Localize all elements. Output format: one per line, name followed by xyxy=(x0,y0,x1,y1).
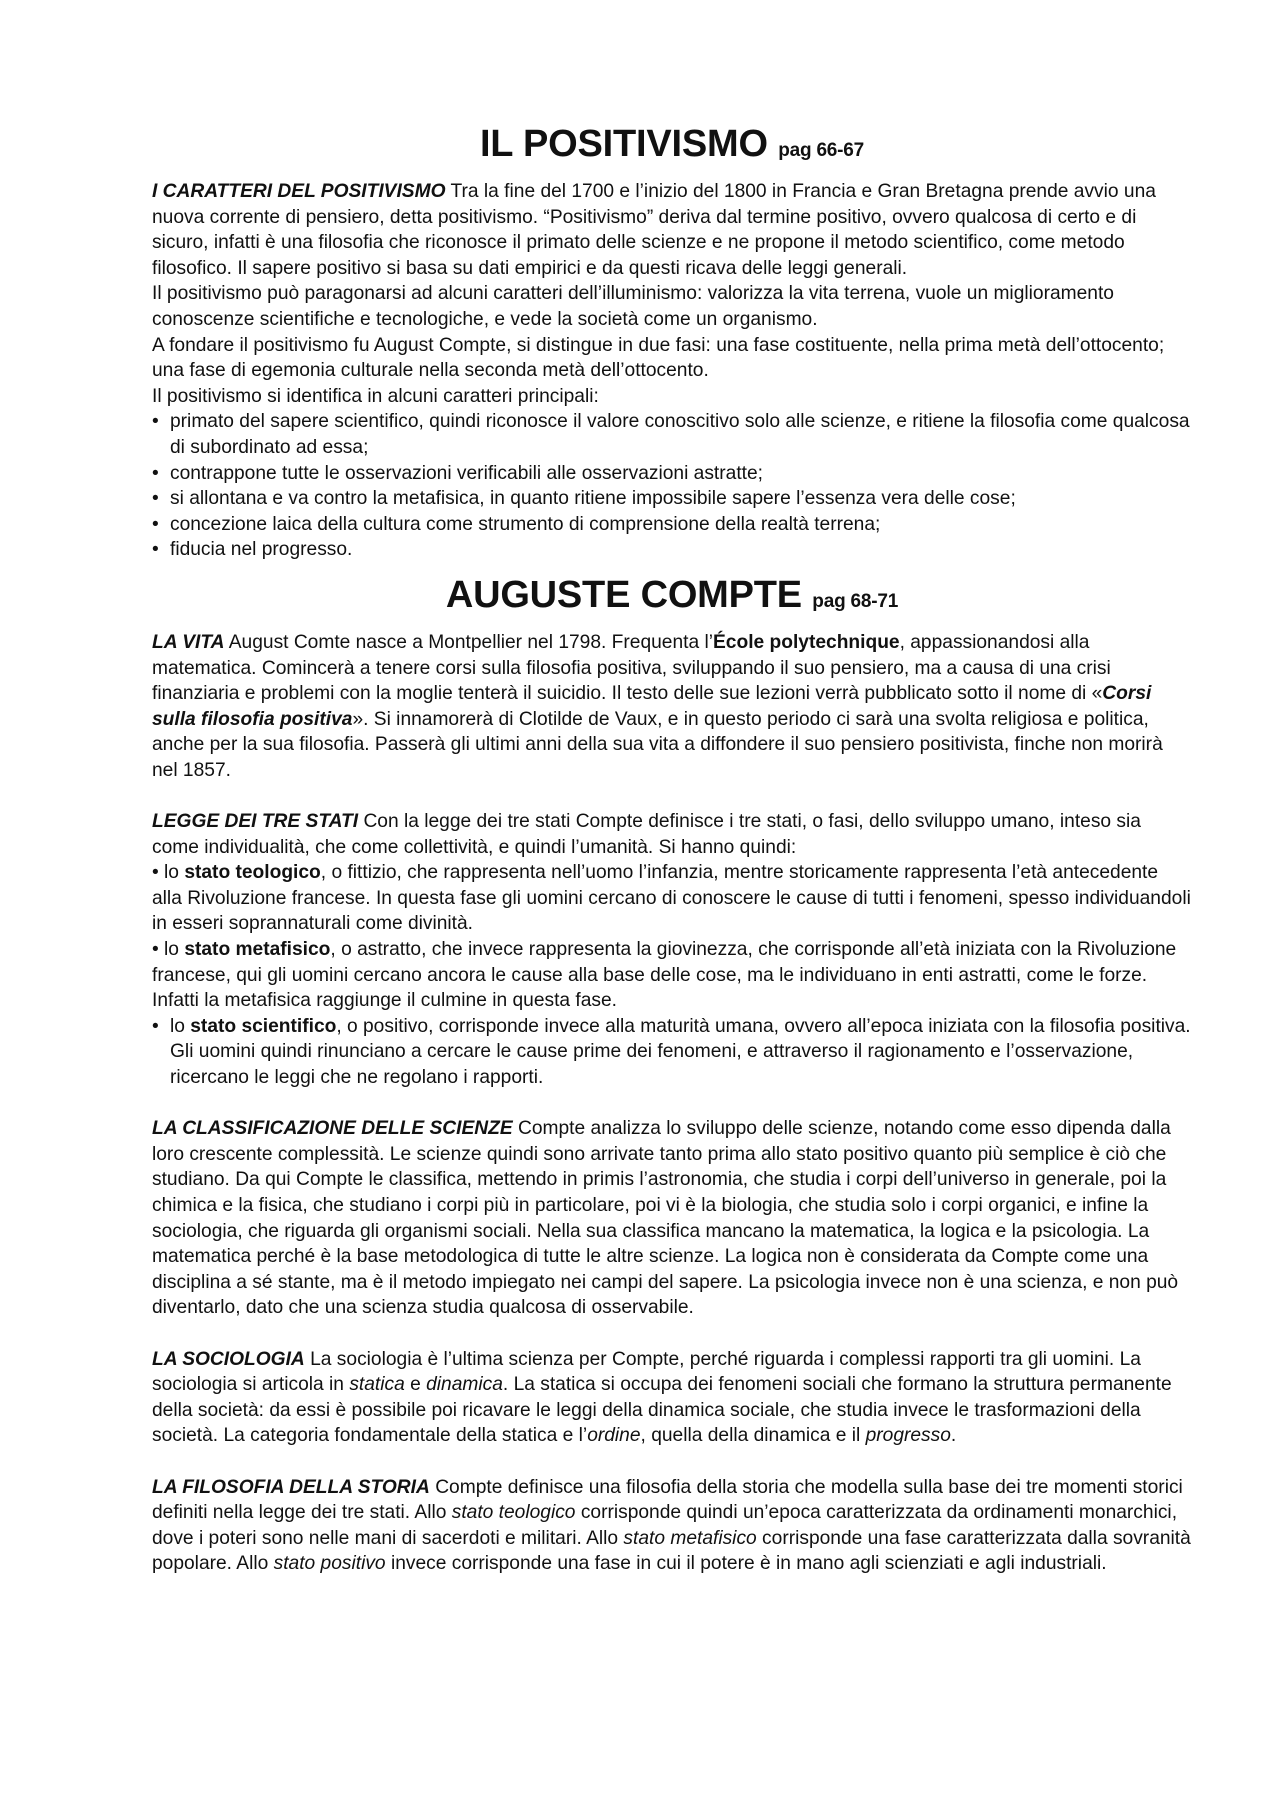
term: stato teologico xyxy=(184,862,321,884)
paragraph-text: La sociologia è l’ultima scienza per Compte, perché riguarda i complessi rapporti tra gli uomini. La sociologia si articola in xyxy=(152,1348,1141,1396)
paragraph-text: Tra la fine del 1700 e l’inizio del 1800 in Francia e Gran Bretagna prende avvio una nuova corrente di pensiero, detta positivismo. “Positivismo” deriva dal termine positivo, ovvero qualcosa di certo e di sicuro, infatti è una filosofia che riconosce il primato delle scienze e ne propone il metodo scientifico, come metodo filosofico. Il sapere positivo si basa su dati empirici e da questi ricava delle leggi generali. xyxy=(152,181,1156,279)
book-title: Corsi sulla filosofia positiva xyxy=(152,683,1152,730)
section-label: I CARATTERI DEL POSITIVISMO xyxy=(152,181,446,202)
section-label: LA CLASSIFICAZIONE DELLE SCIENZE xyxy=(152,1118,513,1140)
paragraph-gap xyxy=(152,1091,1192,1117)
term-italic: ordine xyxy=(587,1425,641,1447)
term-italic: progresso xyxy=(865,1425,951,1447)
paragraph-text: . La statica si occupa dei fenomeni sociali che formano la struttura permanente della società: da essi è possibile poi ricavare le leggi della dinamica sociale, che studia invece le trasformazioni della società. La categoria fondamentale della statica e l’ xyxy=(152,1374,1172,1447)
paragraph-text: corrisponde quindi un’epoca caratterizzata da ordinamenti monarchici, dove i poteri sono nelle mani di sacerdoti e militari. Allo xyxy=(152,1502,1178,1549)
section-label: LA VITA xyxy=(152,631,225,653)
heading-compte xyxy=(152,573,1192,624)
paragraph-fondatore: A fondare il positivismo fu August Compte, si distingue in due fasi: una fase costituente, nella prima metà dell’ottocento; una fase di egemonia culturale nella seconda metà dell’ottocento. xyxy=(152,334,1165,382)
paragraph-text: . xyxy=(950,1425,957,1447)
paragraph-text: August Comte nasce a Montpellier nel 1798. Frequenta l’ xyxy=(224,631,713,653)
heading-pages: pag 66-67 xyxy=(778,140,865,161)
paragraph-text: Con la legge dei tre stati Compte definisce i tre stati, o fasi, dello sviluppo umano, inteso sia come individualità, che come collettività, e quindi l’umanità. Si hanno quindi: xyxy=(152,811,1141,858)
term-italic: statica xyxy=(349,1374,405,1396)
list-item xyxy=(152,1014,1192,1091)
item-prefix: lo xyxy=(170,1015,191,1037)
paragraph-text: , o positivo, corrisponde invece alla maturità umana, ovvero all’epoca iniziata con la filosofia positiva. Gli uomini quindi rinunciano a cercare le cause prime dei fenomeni, e attraverso il ragionamento e l’osservazione, ricercano le leggi che ne regolano i rapporti. xyxy=(170,1015,1191,1088)
paragraph-text: , quella della dinamica e il xyxy=(640,1425,866,1447)
paragraph-legge xyxy=(152,809,1192,860)
term-italic: stato positivo xyxy=(273,1553,386,1575)
paragraph-stato-teologico xyxy=(152,860,1192,937)
school-name: École polytechnique xyxy=(713,631,900,653)
bullet-list-stato-scientifico xyxy=(152,1014,1192,1091)
section-label: LEGGE DEI TRE STATI xyxy=(152,811,359,833)
bullet-prefix: • lo xyxy=(152,862,185,884)
heading-title: AUGUSTE COMPTE xyxy=(445,573,802,616)
heading-pages: pag 68-71 xyxy=(812,590,899,612)
list-item: • fiducia nel progresso. xyxy=(152,537,1192,563)
paragraph-text: corrisponde una fase caratterizzata dalla sovranità popolare. Allo xyxy=(152,1527,1191,1575)
paragraph-filosofia-storia xyxy=(152,1475,1192,1577)
paragraph-text: Compte definisce una filosofia della storia che modella sulla base dei tre momenti storici definiti nella legge dei tre stati. Allo xyxy=(152,1476,1183,1524)
paragraph-text: ». Si innamorerà di Clotilde de Vaux, e in questo periodo ci sarà una svolta religiosa e politica, anche per la sua filosofia. Passerà gli ultimi anni della sua vita a diffondere il suo pensiero positivista, finche non morirà nel 1857. xyxy=(152,708,1163,781)
section-label: LA SOCIOLOGIA xyxy=(152,1348,305,1370)
paragraph-gap xyxy=(152,1321,1192,1347)
term: stato metafisico xyxy=(184,939,331,961)
list-item: • si allontana e va contro la metafisica, in quanto ritiene impossibile sapere l’essenza vera delle cose; xyxy=(152,486,1192,512)
list-item: • primato del sapere scientifico, quindi riconosce il valore conoscitivo solo alle scienze, e ritiene la filosofia come qualcosa di subordinato ad essa; xyxy=(152,409,1192,460)
paragraph-caratteri-intro: Il positivismo si identifica in alcuni caratteri principali: xyxy=(152,385,599,407)
paragraph-sociologia xyxy=(152,1347,1192,1449)
list-item: • contrappone tutte le osservazioni verificabili alle osservazioni astratte; xyxy=(152,461,1192,487)
term-italic: dinamica xyxy=(426,1374,503,1396)
paragraph-text: invece corrisponde una fase in cui il potere è in mano agli scienziati e agli industriali. xyxy=(385,1553,1107,1575)
paragraph-illuminismo: Il positivismo può paragonarsi ad alcuni caratteri dell’illuminismo: valorizza la vita terrena, vuole un miglioramento conoscenze scientifiche e tecnologiche, e vede la società come un organismo. xyxy=(152,283,1114,330)
bullet-list-caratteri xyxy=(152,409,1192,563)
paragraph-vita xyxy=(152,630,1192,784)
section-label: LA FILOSOFIA DELLA STORIA xyxy=(152,1476,430,1498)
term-italic: stato metafisico xyxy=(623,1527,757,1549)
term-italic: stato teologico xyxy=(451,1502,576,1524)
paragraph-stato-metafisico xyxy=(152,937,1192,1014)
heading-title: IL POSITIVISMO xyxy=(479,123,768,165)
paragraph-gap xyxy=(152,1449,1192,1475)
term: stato scientifico xyxy=(190,1015,337,1037)
document-page xyxy=(152,122,1192,1577)
paragraph-text: , appassionandosi alla matematica. Comincerà a tenere corsi sulla filosofia positiva, sviluppando il suo pensiero, ma a causa di una crisi finanziaria e problemi con la moglie tenterà il suicidio. Il testo delle sue lezioni verrà pubblicato sotto il nome di « xyxy=(152,631,1111,705)
bullet-prefix: • lo xyxy=(152,939,185,961)
paragraph-caratteri xyxy=(152,179,1192,281)
paragraph-text: , o fittizio, che rappresenta nell’uomo l’infanzia, mentre storicamente rappresenta l’età antecedente alla Rivoluzione francese. In questa fase gli uomini cercano di conoscere le cause di tutti i fenomeni, spesso individuandoli in esseri soprannaturali come divinità. xyxy=(152,862,1191,935)
list-item: • concezione laica della cultura come strumento di comprensione della realtà terrena; xyxy=(152,512,1192,538)
paragraph-text: e xyxy=(404,1374,427,1396)
paragraph-classificazione xyxy=(152,1116,1192,1321)
paragraph-text: Compte analizza lo sviluppo delle scienze, notando come esso dipenda dalla loro crescente complessità. Le scienze quindi sono arrivate tanto prima allo stato positivo quanto più semplice è ciò che studiano. Da qui Compte le classifica, mettendo in primis l’astronomia, che studia i corpi dell’universo in generale, poi la chimica e la fisica, che studiano i corpi più in particolare, poi vi è la biologia, che studia solo i corpi organici, e infine la sociologia, che riguarda gli organismi sociali. Nella sua classifica mancano la matematica, la logica e la psicologia. La matematica perché è la base metodologica di tutte le altre scienze. La logica non è considerata da Compte come una disciplina a sé stante, ma è il metodo impiegato nei campi del sapere. La psicologia invece non è una scienza, e non può diventarlo, dato che una scienza studia qualcosa di osservabile. xyxy=(152,1118,1179,1319)
heading-positivismo xyxy=(152,122,1192,173)
paragraph-text: , o astratto, che invece rappresenta la giovinezza, che corrisponde all’età iniziata con la Rivoluzione francese, qui gli uomini cercano ancora le cause alla base delle cose, ma le individuano in enti astratti, come le forze. Infatti la metafisica raggiunge il culmine in questa fase. xyxy=(152,939,1177,1012)
paragraph-gap xyxy=(152,783,1192,809)
